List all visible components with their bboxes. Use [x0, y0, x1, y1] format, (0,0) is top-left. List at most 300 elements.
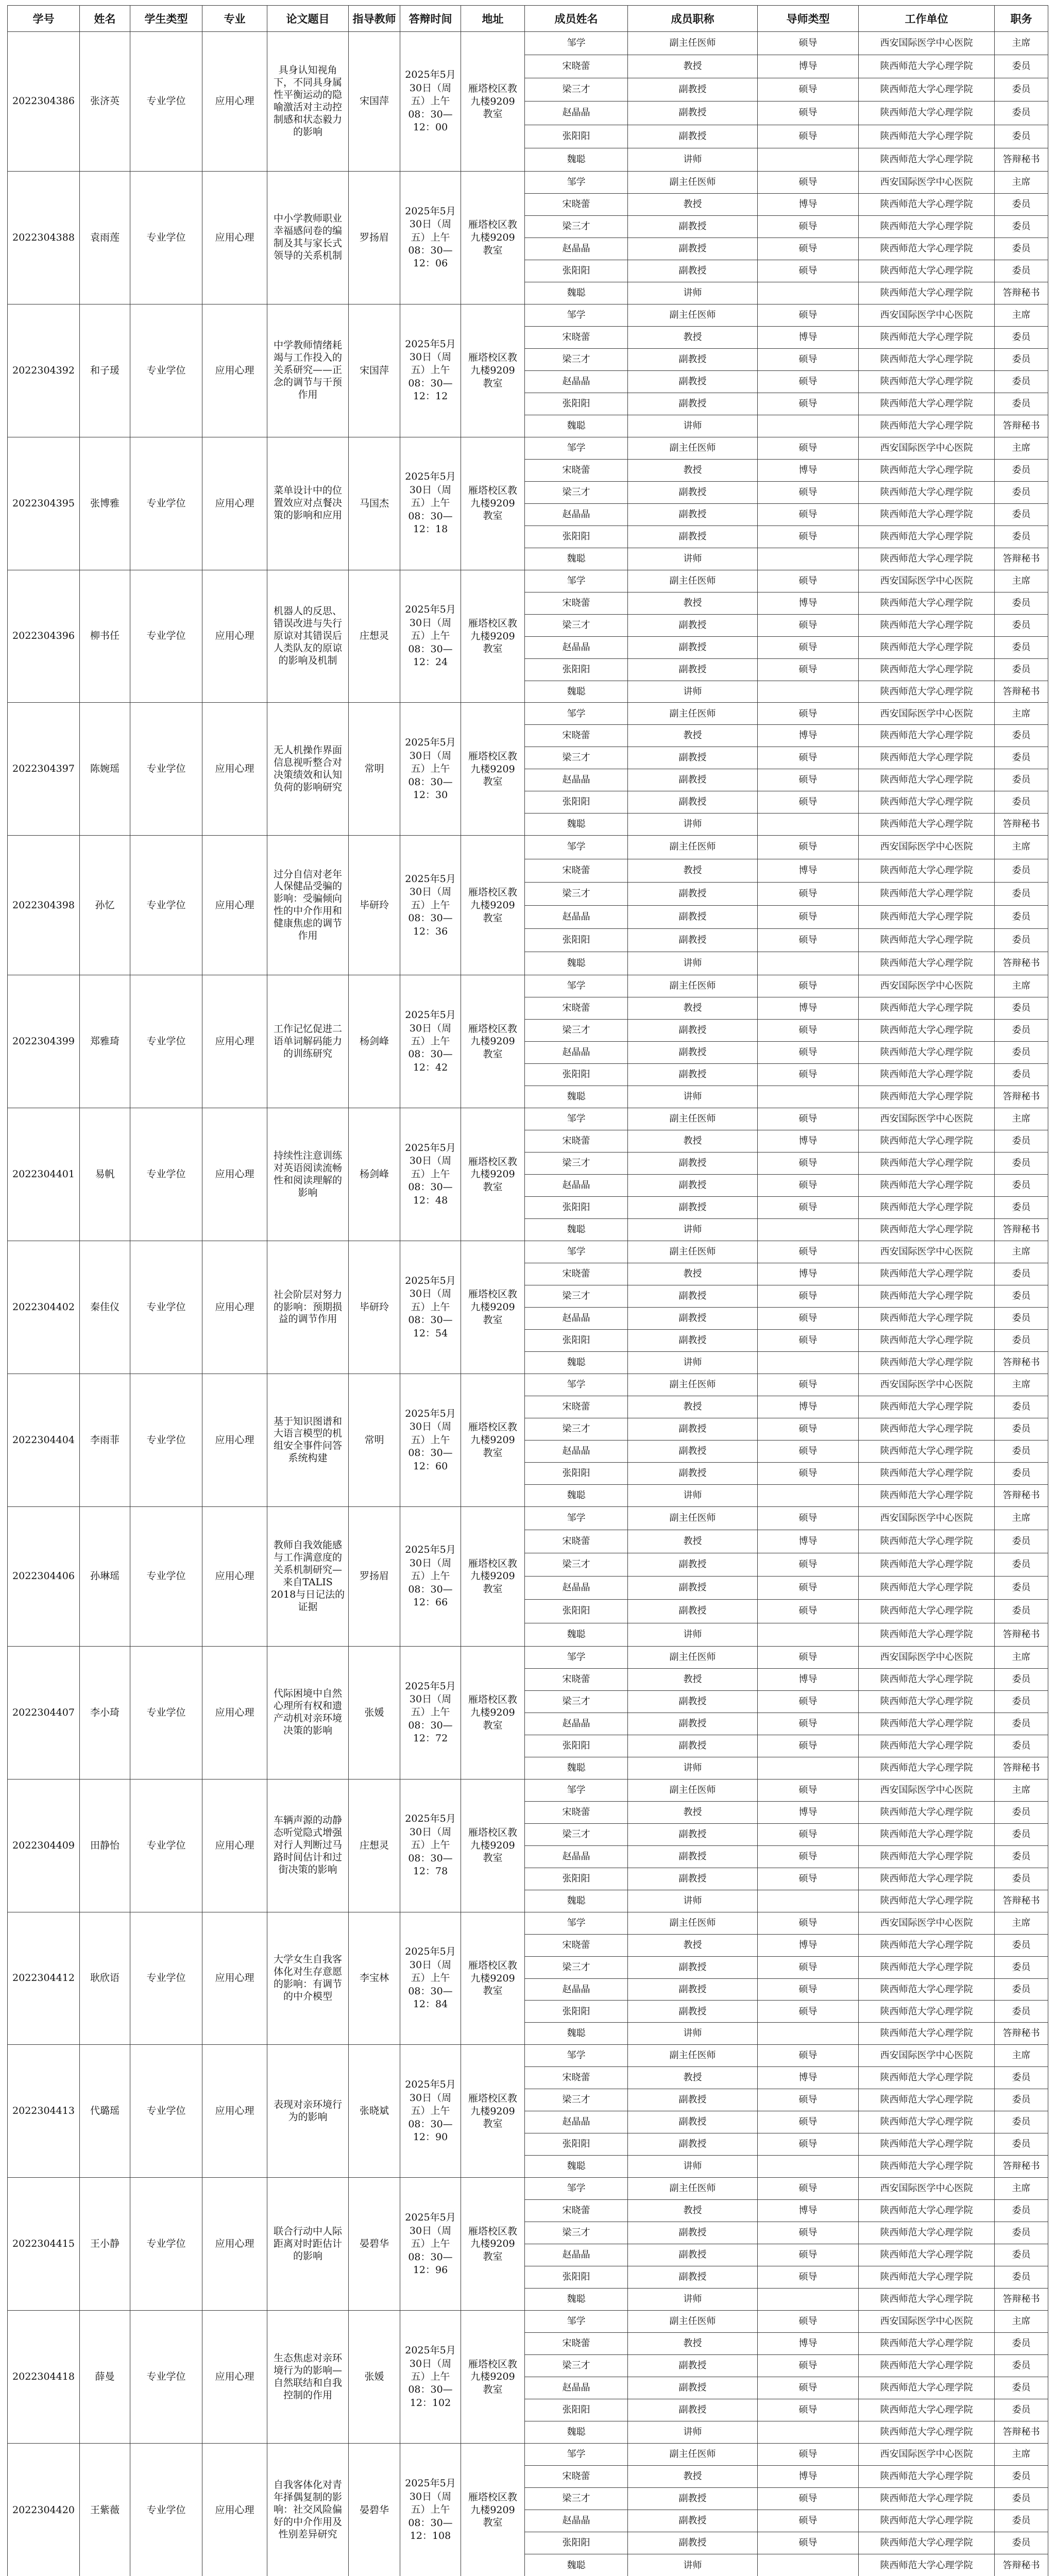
- header-cell: 指导教师: [349, 6, 400, 32]
- student-id-cell: 2022304404: [8, 1374, 80, 1506]
- work-unit-cell: 陕西师范大学心理学院: [859, 148, 995, 171]
- header-cell: 导师类型: [758, 6, 859, 32]
- advisor-type-cell: [758, 2554, 859, 2576]
- advisor-type-cell: 博导: [758, 326, 859, 348]
- member-title-cell: 副教授: [628, 1330, 758, 1352]
- member-name-cell: 赵晶晶: [525, 636, 628, 658]
- work-unit-cell: 西安国际医学中心医院: [859, 703, 995, 725]
- role-cell: 主席: [995, 1779, 1048, 1801]
- member-name-cell: 赵晶晶: [525, 1042, 628, 1064]
- role-cell: 主席: [995, 304, 1048, 326]
- work-unit-cell: 陕西师范大学心理学院: [859, 1577, 995, 1600]
- role-cell: 委员: [995, 260, 1048, 282]
- member-title-cell: 副教授: [628, 1577, 758, 1600]
- student-name-cell: 郑雅琦: [80, 975, 130, 1108]
- member-name-cell: 梁三才: [525, 1418, 628, 1440]
- member-title-cell: 副教授: [628, 1153, 758, 1175]
- member-title-cell: 副主任医师: [628, 2178, 758, 2200]
- student-name-cell: 孙忆: [80, 836, 130, 975]
- advisor-type-cell: 硕导: [758, 2377, 859, 2399]
- role-cell: 委员: [995, 1600, 1048, 1623]
- work-unit-cell: 陕西师范大学心理学院: [859, 2289, 995, 2311]
- advisor-type-cell: 博导: [758, 2067, 859, 2089]
- member-title-cell: 副教授: [628, 238, 758, 260]
- role-cell: 委员: [995, 503, 1048, 526]
- member-title-cell: 副教授: [628, 791, 758, 814]
- student-id-cell: 2022304412: [8, 1912, 80, 2045]
- role-cell: 主席: [995, 1506, 1048, 1530]
- member-name-cell: 宋晓蕾: [525, 1130, 628, 1153]
- member-title-cell: 副教授: [628, 101, 758, 125]
- role-cell: 委员: [995, 592, 1048, 614]
- header-cell: 成员职称: [628, 6, 758, 32]
- member-title-cell: 副主任医师: [628, 2311, 758, 2333]
- member-name-cell: 赵晶晶: [525, 2377, 628, 2399]
- work-unit-cell: 陕西师范大学心理学院: [859, 2023, 995, 2045]
- advisor-type-cell: 硕导: [758, 2111, 859, 2133]
- student-type-cell: 专业学位: [130, 1108, 202, 1241]
- work-unit-cell: 陕西师范大学心理学院: [859, 1462, 995, 1484]
- table-row: [8, 1108, 1048, 1130]
- advisor-type-cell: 硕导: [758, 636, 859, 658]
- member-title-cell: 教授: [628, 2466, 758, 2488]
- student-name-cell: 陈婉瑶: [80, 703, 130, 836]
- member-name-cell: 邹学: [525, 2045, 628, 2067]
- student-type-cell: 专业学位: [130, 2444, 202, 2576]
- role-cell: 委员: [995, 747, 1048, 769]
- address-cell: 雁塔校区教九楼9209教室: [461, 570, 525, 703]
- work-unit-cell: 陕西师范大学心理学院: [859, 2554, 995, 2576]
- work-unit-cell: 陕西师范大学心理学院: [859, 282, 995, 304]
- member-title-cell: 教授: [628, 459, 758, 481]
- role-cell: 主席: [995, 1646, 1048, 1668]
- advisor-type-cell: 硕导: [758, 2355, 859, 2377]
- header-cell: 地址: [461, 6, 525, 32]
- role-cell: 答辩秘书: [995, 282, 1048, 304]
- advisor-cell: 杨剑峰: [349, 1108, 400, 1241]
- member-name-cell: 梁三才: [525, 2089, 628, 2111]
- member-title-cell: 讲师: [628, 2156, 758, 2178]
- student-type-cell: 专业学位: [130, 1506, 202, 1646]
- advisor-type-cell: 博导: [758, 1668, 859, 1690]
- member-name-cell: 宋晓蕾: [525, 1668, 628, 1690]
- work-unit-cell: 陕西师范大学心理学院: [859, 1219, 995, 1241]
- header-cell: 答辩时间: [400, 6, 461, 32]
- work-unit-cell: 陕西师范大学心理学院: [859, 2001, 995, 2023]
- advisor-cell: 毕研玲: [349, 836, 400, 975]
- student-id-cell: 2022304406: [8, 1506, 80, 1646]
- advisor-cell: 毕研玲: [349, 1241, 400, 1374]
- work-unit-cell: 西安国际医学中心医院: [859, 32, 995, 55]
- member-name-cell: 梁三才: [525, 348, 628, 370]
- address-cell: 雁塔校区教九楼9209教室: [461, 304, 525, 437]
- major-cell: 应用心理: [202, 304, 267, 437]
- role-cell: 委员: [995, 1308, 1048, 1330]
- member-name-cell: 梁三才: [525, 614, 628, 636]
- advisor-type-cell: [758, 548, 859, 570]
- advisor-type-cell: [758, 814, 859, 836]
- advisor-type-cell: 硕导: [758, 1175, 859, 1197]
- advisor-type-cell: 硕导: [758, 570, 859, 592]
- advisor-type-cell: 硕导: [758, 614, 859, 636]
- member-name-cell: 张阳阳: [525, 1197, 628, 1219]
- thesis-title-cell: 车辆声源的动静态听觉隐式增强对行人判断过马路时间估计和过街决策的影响: [267, 1779, 349, 1912]
- student-name-cell: 代璐瑶: [80, 2045, 130, 2178]
- student-name-cell: 王小静: [80, 2178, 130, 2311]
- student-name-cell: 柳书任: [80, 570, 130, 703]
- advisor-type-cell: 硕导: [758, 1735, 859, 1757]
- member-title-cell: 教授: [628, 326, 758, 348]
- work-unit-cell: 陕西师范大学心理学院: [859, 1308, 995, 1330]
- member-title-cell: 副主任医师: [628, 1646, 758, 1668]
- advisor-type-cell: 硕导: [758, 2266, 859, 2289]
- work-unit-cell: 陕西师范大学心理学院: [859, 1623, 995, 1646]
- member-title-cell: 讲师: [628, 548, 758, 570]
- role-cell: 主席: [995, 570, 1048, 592]
- member-name-cell: 宋晓蕾: [525, 2333, 628, 2355]
- defense-time-cell: 2025年5月30日（周五）上午08：30—12：00: [400, 32, 461, 172]
- member-title-cell: 副主任医师: [628, 437, 758, 459]
- advisor-type-cell: [758, 1484, 859, 1506]
- advisor-type-cell: 硕导: [758, 370, 859, 393]
- address-cell: 雁塔校区教九楼9209教室: [461, 2444, 525, 2576]
- member-title-cell: 副教授: [628, 393, 758, 415]
- advisor-type-cell: 硕导: [758, 1440, 859, 1462]
- member-title-cell: 副主任医师: [628, 1912, 758, 1934]
- student-type-cell: 专业学位: [130, 2178, 202, 2311]
- member-name-cell: 魏聪: [525, 148, 628, 171]
- member-name-cell: 宋晓蕾: [525, 326, 628, 348]
- advisor-type-cell: 硕导: [758, 2399, 859, 2421]
- member-name-cell: 魏聪: [525, 1219, 628, 1241]
- advisor-type-cell: 硕导: [758, 2444, 859, 2466]
- advisor-type-cell: 硕导: [758, 171, 859, 193]
- major-cell: 应用心理: [202, 975, 267, 1108]
- member-name-cell: 赵晶晶: [525, 1308, 628, 1330]
- member-name-cell: 张阳阳: [525, 2399, 628, 2421]
- role-cell: 答辩秘书: [995, 1351, 1048, 1374]
- member-title-cell: 副教授: [628, 526, 758, 548]
- role-cell: 委员: [995, 2377, 1048, 2399]
- student-name-cell: 田静怡: [80, 1779, 130, 1912]
- member-name-cell: 宋晓蕾: [525, 1934, 628, 1956]
- major-cell: 应用心理: [202, 32, 267, 172]
- role-cell: 答辩秘书: [995, 2554, 1048, 2576]
- work-unit-cell: 陕西师范大学心理学院: [859, 2111, 995, 2133]
- work-unit-cell: 陕西师范大学心理学院: [859, 1845, 995, 1868]
- role-cell: 主席: [995, 2311, 1048, 2333]
- major-cell: 应用心理: [202, 1374, 267, 1506]
- student-id-cell: 2022304392: [8, 304, 80, 437]
- address-cell: 雁塔校区教九楼9209教室: [461, 1108, 525, 1241]
- role-cell: 委员: [995, 859, 1048, 882]
- advisor-type-cell: 硕导: [758, 1845, 859, 1868]
- student-name-cell: 和子瑗: [80, 304, 130, 437]
- role-cell: 委员: [995, 636, 1048, 658]
- member-title-cell: 副主任医师: [628, 1374, 758, 1396]
- member-title-cell: 副教授: [628, 348, 758, 370]
- advisor-type-cell: 硕导: [758, 526, 859, 548]
- role-cell: 委员: [995, 215, 1048, 238]
- advisor-type-cell: 博导: [758, 459, 859, 481]
- role-cell: 委员: [995, 1175, 1048, 1197]
- member-title-cell: 副主任医师: [628, 32, 758, 55]
- major-cell: 应用心理: [202, 2045, 267, 2178]
- role-cell: 委员: [995, 1042, 1048, 1064]
- role-cell: 委员: [995, 1978, 1048, 2001]
- work-unit-cell: 陕西师范大学心理学院: [859, 814, 995, 836]
- work-unit-cell: 陕西师范大学心理学院: [859, 1600, 995, 1623]
- member-name-cell: 梁三才: [525, 747, 628, 769]
- header-row: [8, 6, 1048, 32]
- student-id-cell: 2022304413: [8, 2045, 80, 2178]
- advisor-type-cell: 硕导: [758, 1506, 859, 1530]
- advisor-cell: 宋国萍: [349, 304, 400, 437]
- defense-time-cell: 2025年5月30日（周五）上午08：30—12：60: [400, 1374, 461, 1506]
- role-cell: 答辩秘书: [995, 548, 1048, 570]
- work-unit-cell: 陕西师范大学心理学院: [859, 1153, 995, 1175]
- member-name-cell: 宋晓蕾: [525, 1396, 628, 1418]
- header-cell: 学号: [8, 6, 80, 32]
- major-cell: 应用心理: [202, 836, 267, 975]
- role-cell: 委员: [995, 238, 1048, 260]
- role-cell: 答辩秘书: [995, 1623, 1048, 1646]
- table-row: [8, 570, 1048, 592]
- member-name-cell: 魏聪: [525, 681, 628, 703]
- role-cell: 委员: [995, 769, 1048, 791]
- role-cell: 委员: [995, 997, 1048, 1020]
- member-name-cell: 梁三才: [525, 1690, 628, 1713]
- work-unit-cell: 西安国际医学中心医院: [859, 1374, 995, 1396]
- work-unit-cell: 陕西师范大学心理学院: [859, 1175, 995, 1197]
- thesis-title-cell: 工作记忆促进二语单词解码能力的训练研究: [267, 975, 349, 1108]
- role-cell: 主席: [995, 437, 1048, 459]
- thesis-title-cell: 菜单设计中的位置效应对点餐决策的影响和应用: [267, 437, 349, 570]
- role-cell: 委员: [995, 1064, 1048, 1086]
- advisor-type-cell: 博导: [758, 2200, 859, 2222]
- member-name-cell: 张阳阳: [525, 1600, 628, 1623]
- work-unit-cell: 陕西师范大学心理学院: [859, 1978, 995, 2001]
- advisor-type-cell: [758, 148, 859, 171]
- role-cell: 委员: [995, 2111, 1048, 2133]
- member-title-cell: 教授: [628, 2200, 758, 2222]
- thesis-title-cell: 无人机操作界面信息视听整合对决策绩效和认知负荷的影响研究: [267, 703, 349, 836]
- role-cell: 委员: [995, 459, 1048, 481]
- role-cell: 委员: [995, 2133, 1048, 2156]
- member-name-cell: 张阳阳: [525, 2266, 628, 2289]
- advisor-type-cell: 硕导: [758, 1285, 859, 1308]
- work-unit-cell: 陕西师范大学心理学院: [859, 2532, 995, 2554]
- table-row: [8, 2311, 1048, 2333]
- role-cell: 委员: [995, 1418, 1048, 1440]
- role-cell: 委员: [995, 1130, 1048, 1153]
- work-unit-cell: 陕西师范大学心理学院: [859, 1042, 995, 1064]
- advisor-cell: 马国杰: [349, 437, 400, 570]
- student-type-cell: 专业学位: [130, 1374, 202, 1506]
- defense-schedule-table: [7, 5, 1048, 2576]
- work-unit-cell: 陕西师范大学心理学院: [859, 1801, 995, 1823]
- student-type-cell: 专业学位: [130, 1241, 202, 1374]
- member-name-cell: 赵晶晶: [525, 1175, 628, 1197]
- member-title-cell: 副主任医师: [628, 975, 758, 997]
- role-cell: 委员: [995, 2532, 1048, 2554]
- member-name-cell: 赵晶晶: [525, 101, 628, 125]
- role-cell: 委员: [995, 1845, 1048, 1868]
- advisor-cell: 晏碧华: [349, 2178, 400, 2311]
- member-name-cell: 张阳阳: [525, 393, 628, 415]
- work-unit-cell: 陕西师范大学心理学院: [859, 2067, 995, 2089]
- work-unit-cell: 陕西师范大学心理学院: [859, 2133, 995, 2156]
- advisor-type-cell: 硕导: [758, 2532, 859, 2554]
- member-name-cell: 梁三才: [525, 2222, 628, 2244]
- member-name-cell: 邹学: [525, 2311, 628, 2333]
- member-name-cell: 张阳阳: [525, 125, 628, 148]
- member-title-cell: 副教授: [628, 1978, 758, 2001]
- member-title-cell: 讲师: [628, 1623, 758, 1646]
- table-row: [8, 1646, 1048, 1668]
- thesis-title-cell: 生态焦虑对亲环境行为的影响—自然联结和自我控制的作用: [267, 2311, 349, 2444]
- address-cell: 雁塔校区教九楼9209教室: [461, 1646, 525, 1779]
- role-cell: 委员: [995, 1462, 1048, 1484]
- member-title-cell: 副教授: [628, 1175, 758, 1197]
- role-cell: 答辩秘书: [995, 1890, 1048, 1912]
- advisor-type-cell: [758, 1890, 859, 1912]
- work-unit-cell: 陕西师范大学心理学院: [859, 503, 995, 526]
- member-name-cell: 赵晶晶: [525, 503, 628, 526]
- student-id-cell: 2022304415: [8, 2178, 80, 2311]
- role-cell: 委员: [995, 1330, 1048, 1352]
- student-type-cell: 专业学位: [130, 1779, 202, 1912]
- advisor-type-cell: 硕导: [758, 1912, 859, 1934]
- table-row: [8, 1241, 1048, 1263]
- member-title-cell: 讲师: [628, 282, 758, 304]
- work-unit-cell: 陕西师范大学心理学院: [859, 2466, 995, 2488]
- header-cell: 职务: [995, 6, 1048, 32]
- advisor-type-cell: 硕导: [758, 215, 859, 238]
- role-cell: 委员: [995, 658, 1048, 681]
- advisor-type-cell: [758, 1757, 859, 1779]
- member-name-cell: 宋晓蕾: [525, 1263, 628, 1285]
- advisor-type-cell: 硕导: [758, 1553, 859, 1577]
- advisor-type-cell: 硕导: [758, 1646, 859, 1668]
- advisor-type-cell: [758, 2023, 859, 2045]
- work-unit-cell: 陕西师范大学心理学院: [859, 548, 995, 570]
- work-unit-cell: 陕西师范大学心理学院: [859, 1396, 995, 1418]
- member-name-cell: 梁三才: [525, 1153, 628, 1175]
- defense-time-cell: 2025年5月30日（周五）上午08：30—12：108: [400, 2444, 461, 2576]
- member-name-cell: 张阳阳: [525, 1868, 628, 1890]
- member-name-cell: 赵晶晶: [525, 1577, 628, 1600]
- advisor-type-cell: 硕导: [758, 238, 859, 260]
- member-name-cell: 张阳阳: [525, 1462, 628, 1484]
- member-name-cell: 赵晶晶: [525, 2111, 628, 2133]
- advisor-type-cell: 硕导: [758, 1042, 859, 1064]
- advisor-type-cell: 硕导: [758, 975, 859, 997]
- advisor-type-cell: 硕导: [758, 2001, 859, 2023]
- advisor-type-cell: 硕导: [758, 905, 859, 928]
- role-cell: 主席: [995, 2045, 1048, 2067]
- table-row: [8, 1912, 1048, 1934]
- table-row: [8, 304, 1048, 326]
- role-cell: 主席: [995, 171, 1048, 193]
- member-title-cell: 副教授: [628, 769, 758, 791]
- advisor-type-cell: 硕导: [758, 1020, 859, 1042]
- major-cell: 应用心理: [202, 2311, 267, 2444]
- role-cell: 委员: [995, 1285, 1048, 1308]
- advisor-type-cell: [758, 282, 859, 304]
- member-name-cell: 邹学: [525, 1374, 628, 1396]
- advisor-type-cell: [758, 1086, 859, 1108]
- major-cell: 应用心理: [202, 1506, 267, 1646]
- role-cell: 答辩秘书: [995, 681, 1048, 703]
- role-cell: 委员: [995, 2200, 1048, 2222]
- member-title-cell: 教授: [628, 997, 758, 1020]
- work-unit-cell: 西安国际医学中心医院: [859, 171, 995, 193]
- table-row: [8, 2045, 1048, 2067]
- work-unit-cell: 陕西师范大学心理学院: [859, 1757, 995, 1779]
- role-cell: 委员: [995, 2089, 1048, 2111]
- student-name-cell: 袁雨莲: [80, 171, 130, 304]
- role-cell: 委员: [995, 1396, 1048, 1418]
- member-title-cell: 副教授: [628, 78, 758, 101]
- work-unit-cell: 陕西师范大学心理学院: [859, 1956, 995, 1978]
- work-unit-cell: 陕西师范大学心理学院: [859, 2399, 995, 2421]
- work-unit-cell: 陕西师范大学心理学院: [859, 658, 995, 681]
- thesis-title-cell: 过分自信对老年人保健品受骗的影响：受骗倾向性的中介作用和健康焦虑的调节作用: [267, 836, 349, 975]
- major-cell: 应用心理: [202, 1241, 267, 1374]
- advisor-cell: 宋国萍: [349, 32, 400, 172]
- work-unit-cell: 陕西师范大学心理学院: [859, 928, 995, 952]
- member-name-cell: 张阳阳: [525, 526, 628, 548]
- advisor-type-cell: 硕导: [758, 1064, 859, 1086]
- member-name-cell: 赵晶晶: [525, 769, 628, 791]
- advisor-cell: 张媛: [349, 1646, 400, 1779]
- defense-time-cell: 2025年5月30日（周五）上午08：30—12：96: [400, 2178, 461, 2311]
- defense-time-cell: 2025年5月30日（周五）上午08：30—12：36: [400, 836, 461, 975]
- member-title-cell: 副教授: [628, 1285, 758, 1308]
- advisor-type-cell: 博导: [758, 1530, 859, 1553]
- advisor-type-cell: 硕导: [758, 1577, 859, 1600]
- advisor-type-cell: 硕导: [758, 304, 859, 326]
- address-cell: 雁塔校区教九楼9209教室: [461, 1779, 525, 1912]
- member-name-cell: 赵晶晶: [525, 1845, 628, 1868]
- member-title-cell: 副教授: [628, 503, 758, 526]
- advisor-type-cell: 博导: [758, 725, 859, 747]
- major-cell: 应用心理: [202, 1912, 267, 2045]
- member-name-cell: 宋晓蕾: [525, 1530, 628, 1553]
- work-unit-cell: 西安国际医学中心医院: [859, 1108, 995, 1130]
- member-title-cell: 副主任医师: [628, 1241, 758, 1263]
- member-title-cell: 副教授: [628, 1823, 758, 1845]
- work-unit-cell: 西安国际医学中心医院: [859, 437, 995, 459]
- advisor-type-cell: 硕导: [758, 101, 859, 125]
- advisor-type-cell: 硕导: [758, 1308, 859, 1330]
- work-unit-cell: 陕西师范大学心理学院: [859, 101, 995, 125]
- member-name-cell: 赵晶晶: [525, 905, 628, 928]
- advisor-type-cell: [758, 1351, 859, 1374]
- member-title-cell: 副教授: [628, 1020, 758, 1042]
- work-unit-cell: 陕西师范大学心理学院: [859, 2333, 995, 2355]
- table-row: [8, 171, 1048, 193]
- member-title-cell: 教授: [628, 859, 758, 882]
- address-cell: 雁塔校区教九楼9209教室: [461, 975, 525, 1108]
- advisor-type-cell: 硕导: [758, 125, 859, 148]
- member-name-cell: 魏聪: [525, 814, 628, 836]
- member-name-cell: 邹学: [525, 570, 628, 592]
- member-name-cell: 宋晓蕾: [525, 1801, 628, 1823]
- member-name-cell: 邹学: [525, 2178, 628, 2200]
- role-cell: 委员: [995, 725, 1048, 747]
